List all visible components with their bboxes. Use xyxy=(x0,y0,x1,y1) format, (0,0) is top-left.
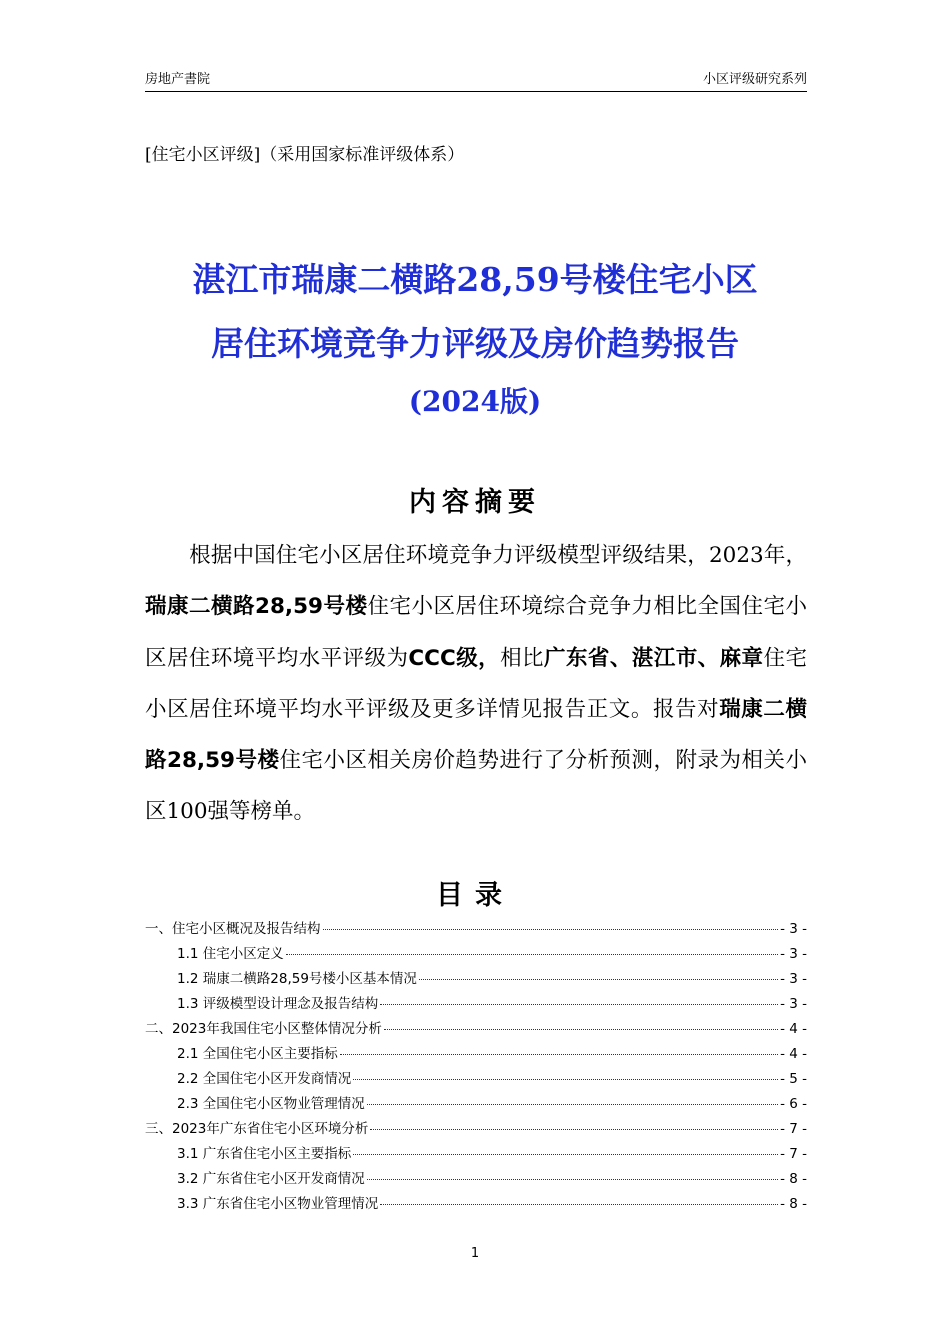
toc-dot-leader xyxy=(367,1104,778,1105)
toc-entry-page: - 3 - xyxy=(780,971,807,987)
toc-entry[interactable] xyxy=(145,1092,807,1117)
report-title-line1: 湛江市瑞康二横路28,59号楼住宅小区 xyxy=(192,260,758,299)
toc-heading: 目录 xyxy=(436,880,514,911)
page-number: 1 xyxy=(470,1246,480,1261)
toc-entry-label: 二、2023年我国住宅小区整体情况分析 xyxy=(145,1021,382,1037)
toc-entry-label: 2.3 全国住宅小区物业管理情况 xyxy=(177,1096,365,1112)
toc-entry-label: 三、2023年广东省住宅小区环境分析 xyxy=(145,1121,369,1137)
toc-dot-leader xyxy=(286,954,778,955)
rating-system-tag: [住宅小区评级]（采用国家标准评级体系） xyxy=(145,145,465,165)
toc-entry[interactable] xyxy=(145,967,807,992)
toc-entry[interactable] xyxy=(145,1067,807,1092)
toc-entry[interactable] xyxy=(145,1167,807,1192)
toc-entry-page: - 4 - xyxy=(780,1021,807,1037)
toc-entry-label: 2.1 全国住宅小区主要指标 xyxy=(177,1046,338,1062)
toc-entry-label: 2.2 全国住宅小区开发商情况 xyxy=(177,1071,352,1087)
toc-dot-leader xyxy=(419,979,778,980)
abstract-text-2: 住宅小区居住环境综合竞争力相比全国住宅小区居住环境平均水平评级为 xyxy=(145,594,807,671)
toc-entry-label: 3.3 广东省住宅小区物业管理情况 xyxy=(177,1196,379,1212)
toc-entry-page: - 4 - xyxy=(780,1046,807,1062)
toc-entry-page: - 7 - xyxy=(780,1121,807,1137)
header-right-text: 小区评级研究系列 xyxy=(702,72,807,87)
toc-dot-leader xyxy=(367,1179,778,1180)
toc-dot-leader xyxy=(370,1129,778,1130)
toc-entry-label: 3.2 广东省住宅小区开发商情况 xyxy=(177,1171,365,1187)
abstract-bold-3: 广东省、湛江市、麻章 xyxy=(544,645,764,671)
toc-entry-page: - 3 - xyxy=(780,996,807,1012)
page-header xyxy=(145,66,807,92)
toc-dot-leader xyxy=(353,1154,778,1155)
report-title-line2: 居住环境竞争力评级及房价趋势报告 xyxy=(211,324,739,363)
toc-dot-leader xyxy=(353,1079,778,1080)
toc-entry-page: - 6 - xyxy=(780,1096,807,1112)
abstract-bold-2: CCC级， xyxy=(408,645,501,671)
toc-entry[interactable] xyxy=(145,1142,807,1167)
toc-entry-page: - 3 - xyxy=(780,921,807,937)
abstract-text-3: 相比 xyxy=(500,645,544,671)
toc-entry-page: - 7 - xyxy=(780,1146,807,1162)
toc-dot-leader xyxy=(323,929,779,930)
abstract-body xyxy=(145,530,807,838)
toc-entry[interactable] xyxy=(145,992,807,1017)
abstract-heading: 内容摘要 xyxy=(409,487,541,518)
toc-dot-leader xyxy=(380,1204,778,1205)
toc-dot-leader xyxy=(340,1054,778,1055)
toc-entry-label: 1.2 瑞康二横路28,59号楼小区基本情况 xyxy=(177,971,417,987)
toc-entry-label: 3.1 广东省住宅小区主要指标 xyxy=(177,1146,352,1162)
abstract-text-5: 住宅小区相关房价趋势进行了分析预测，附录为相关小区100强等榜单。 xyxy=(145,748,807,825)
abstract-bold-1: 瑞康二横路28,59号楼 xyxy=(145,594,368,620)
toc-entry[interactable] xyxy=(145,917,807,942)
toc-entry[interactable] xyxy=(145,1042,807,1067)
toc-entry[interactable] xyxy=(145,1192,807,1217)
abstract-text-1: 根据中国住宅小区居住环境竞争力评级模型评级结果，2023年， xyxy=(189,543,807,568)
toc-entry-page: - 8 - xyxy=(780,1196,807,1212)
header-left-text: 房地产書院 xyxy=(145,72,211,87)
report-edition: (2024版) xyxy=(408,385,542,418)
table-of-contents xyxy=(145,917,807,1217)
toc-entry-label: 1.1 住宅小区定义 xyxy=(177,946,284,962)
toc-entry-page: - 8 - xyxy=(780,1171,807,1187)
toc-entry-label: 1.3 评级模型设计理念及报告结构 xyxy=(177,996,379,1012)
toc-entry-page: - 5 - xyxy=(780,1071,807,1087)
toc-entry-label: 一、住宅小区概况及报告结构 xyxy=(145,921,321,937)
abstract-text-4: 住宅小区居住环境平均水平评级及更多详情见报告正文。报告对 xyxy=(145,645,807,722)
toc-entry-page: - 3 - xyxy=(780,946,807,962)
toc-dot-leader xyxy=(384,1029,778,1030)
toc-entry[interactable] xyxy=(145,1017,807,1042)
toc-entry[interactable] xyxy=(145,942,807,967)
abstract-bold-4: 瑞康二横路28,59号楼 xyxy=(145,696,807,774)
toc-dot-leader xyxy=(380,1004,778,1005)
toc-entry[interactable] xyxy=(145,1117,807,1142)
